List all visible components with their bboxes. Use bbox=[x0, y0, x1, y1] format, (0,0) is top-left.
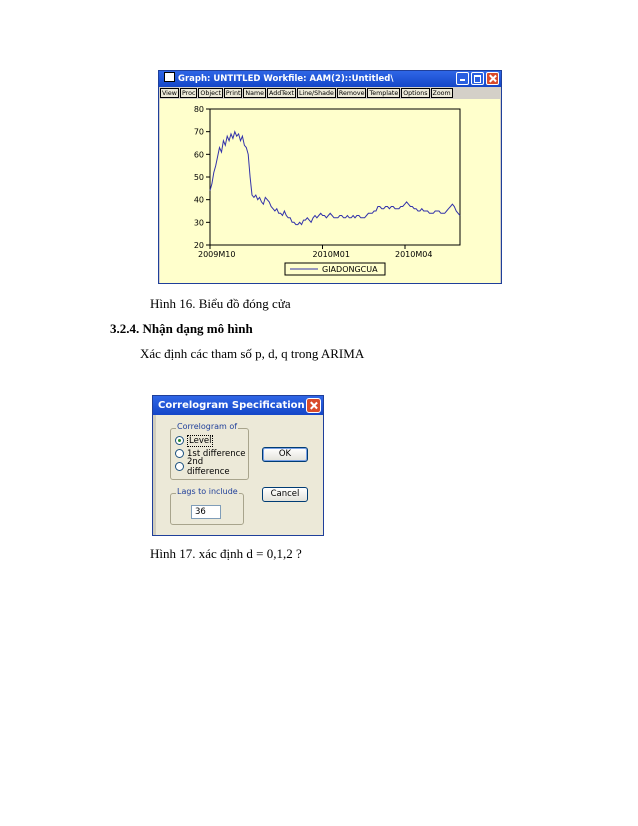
dialog-title: Correlogram Specification bbox=[158, 400, 305, 411]
figure-17-caption: Hình 17. xác định d = 0,1,2 ? bbox=[150, 546, 302, 561]
radio-1st-difference-label: 1st difference bbox=[187, 448, 246, 459]
paragraph-text: Xác định các tham số p, d, q trong ARIMA bbox=[140, 346, 365, 361]
y-tick-label: 30 bbox=[193, 218, 204, 228]
section-heading: 3.2.4. Nhận dạng mô hình bbox=[110, 321, 253, 336]
toolbar-proc-button[interactable]: Proc bbox=[181, 90, 196, 97]
dialog-titlebar[interactable] bbox=[153, 396, 323, 415]
y-tick-label: 80 bbox=[193, 105, 204, 114]
graph-window-title: Graph: UNTITLED Workfile: AAM(2)::Untitled\ bbox=[178, 74, 394, 84]
toolbar-template-button[interactable]: Template bbox=[369, 90, 399, 97]
plot-frame bbox=[210, 109, 460, 245]
close-icon[interactable] bbox=[486, 72, 499, 85]
lags-input[interactable]: 36 bbox=[191, 505, 221, 519]
x-tick-label: 2010M01 bbox=[312, 250, 350, 259]
close-icon[interactable] bbox=[306, 398, 321, 413]
correlogram-of-group bbox=[170, 422, 249, 480]
figure-16-caption: Hình 16. Biểu đồ đóng cửa bbox=[150, 296, 291, 311]
maximize-icon[interactable] bbox=[471, 72, 484, 85]
radio-level-label: Level bbox=[189, 435, 212, 446]
radio-2nd-difference-label: 2nd difference bbox=[186, 456, 230, 477]
graph-window-titlebar[interactable] bbox=[159, 71, 501, 87]
toolbar-addtext-button[interactable]: AddText bbox=[269, 90, 294, 97]
y-tick-label: 50 bbox=[193, 173, 204, 182]
radio-selected-icon[interactable] bbox=[175, 436, 184, 445]
y-tick-label: 70 bbox=[193, 127, 204, 137]
graph-window bbox=[158, 70, 502, 284]
line-chart bbox=[160, 99, 500, 283]
y-tick-label: 60 bbox=[193, 150, 204, 160]
x-tick-label: 2009M10 bbox=[198, 250, 236, 259]
eviews-app-icon bbox=[164, 72, 175, 82]
lags-group bbox=[170, 487, 244, 525]
radio-unselected-icon[interactable] bbox=[175, 462, 184, 471]
toolbar-remove-button[interactable]: Remove bbox=[338, 90, 365, 97]
dialog-left-edge bbox=[153, 415, 156, 535]
plot-area[interactable] bbox=[160, 99, 500, 283]
toolbar-name-button[interactable]: Name bbox=[245, 90, 264, 97]
toolbar-print-button[interactable]: Print bbox=[225, 90, 241, 97]
toolbar-view-button[interactable]: View bbox=[162, 90, 177, 97]
radio-2nd-difference[interactable] bbox=[175, 456, 248, 477]
x-tick-label: 2010M04 bbox=[395, 250, 433, 259]
correlogram-of-label: Correlogram of bbox=[177, 422, 238, 431]
lags-label: Lags to include bbox=[177, 487, 238, 496]
toolbar-object-button[interactable]: Object bbox=[200, 90, 221, 97]
y-tick-label: 40 bbox=[193, 195, 204, 205]
toolbar-options-button[interactable]: Options bbox=[403, 90, 428, 97]
legend-label: GIADONGCUA bbox=[322, 265, 378, 274]
correlogram-dialog bbox=[152, 395, 324, 536]
toolbar-zoom-button[interactable]: Zoom bbox=[432, 90, 451, 97]
y-tick-label: 20 bbox=[193, 241, 204, 250]
toolbar-lineshade-button[interactable]: Line/Shade bbox=[298, 90, 334, 97]
graph-toolbar bbox=[160, 88, 500, 99]
radio-unselected-icon[interactable] bbox=[175, 449, 184, 458]
radio-level[interactable] bbox=[175, 435, 213, 446]
cancel-button[interactable]: Cancel bbox=[262, 487, 308, 502]
ok-button[interactable]: OK bbox=[262, 447, 308, 462]
minimize-icon[interactable] bbox=[456, 72, 469, 85]
